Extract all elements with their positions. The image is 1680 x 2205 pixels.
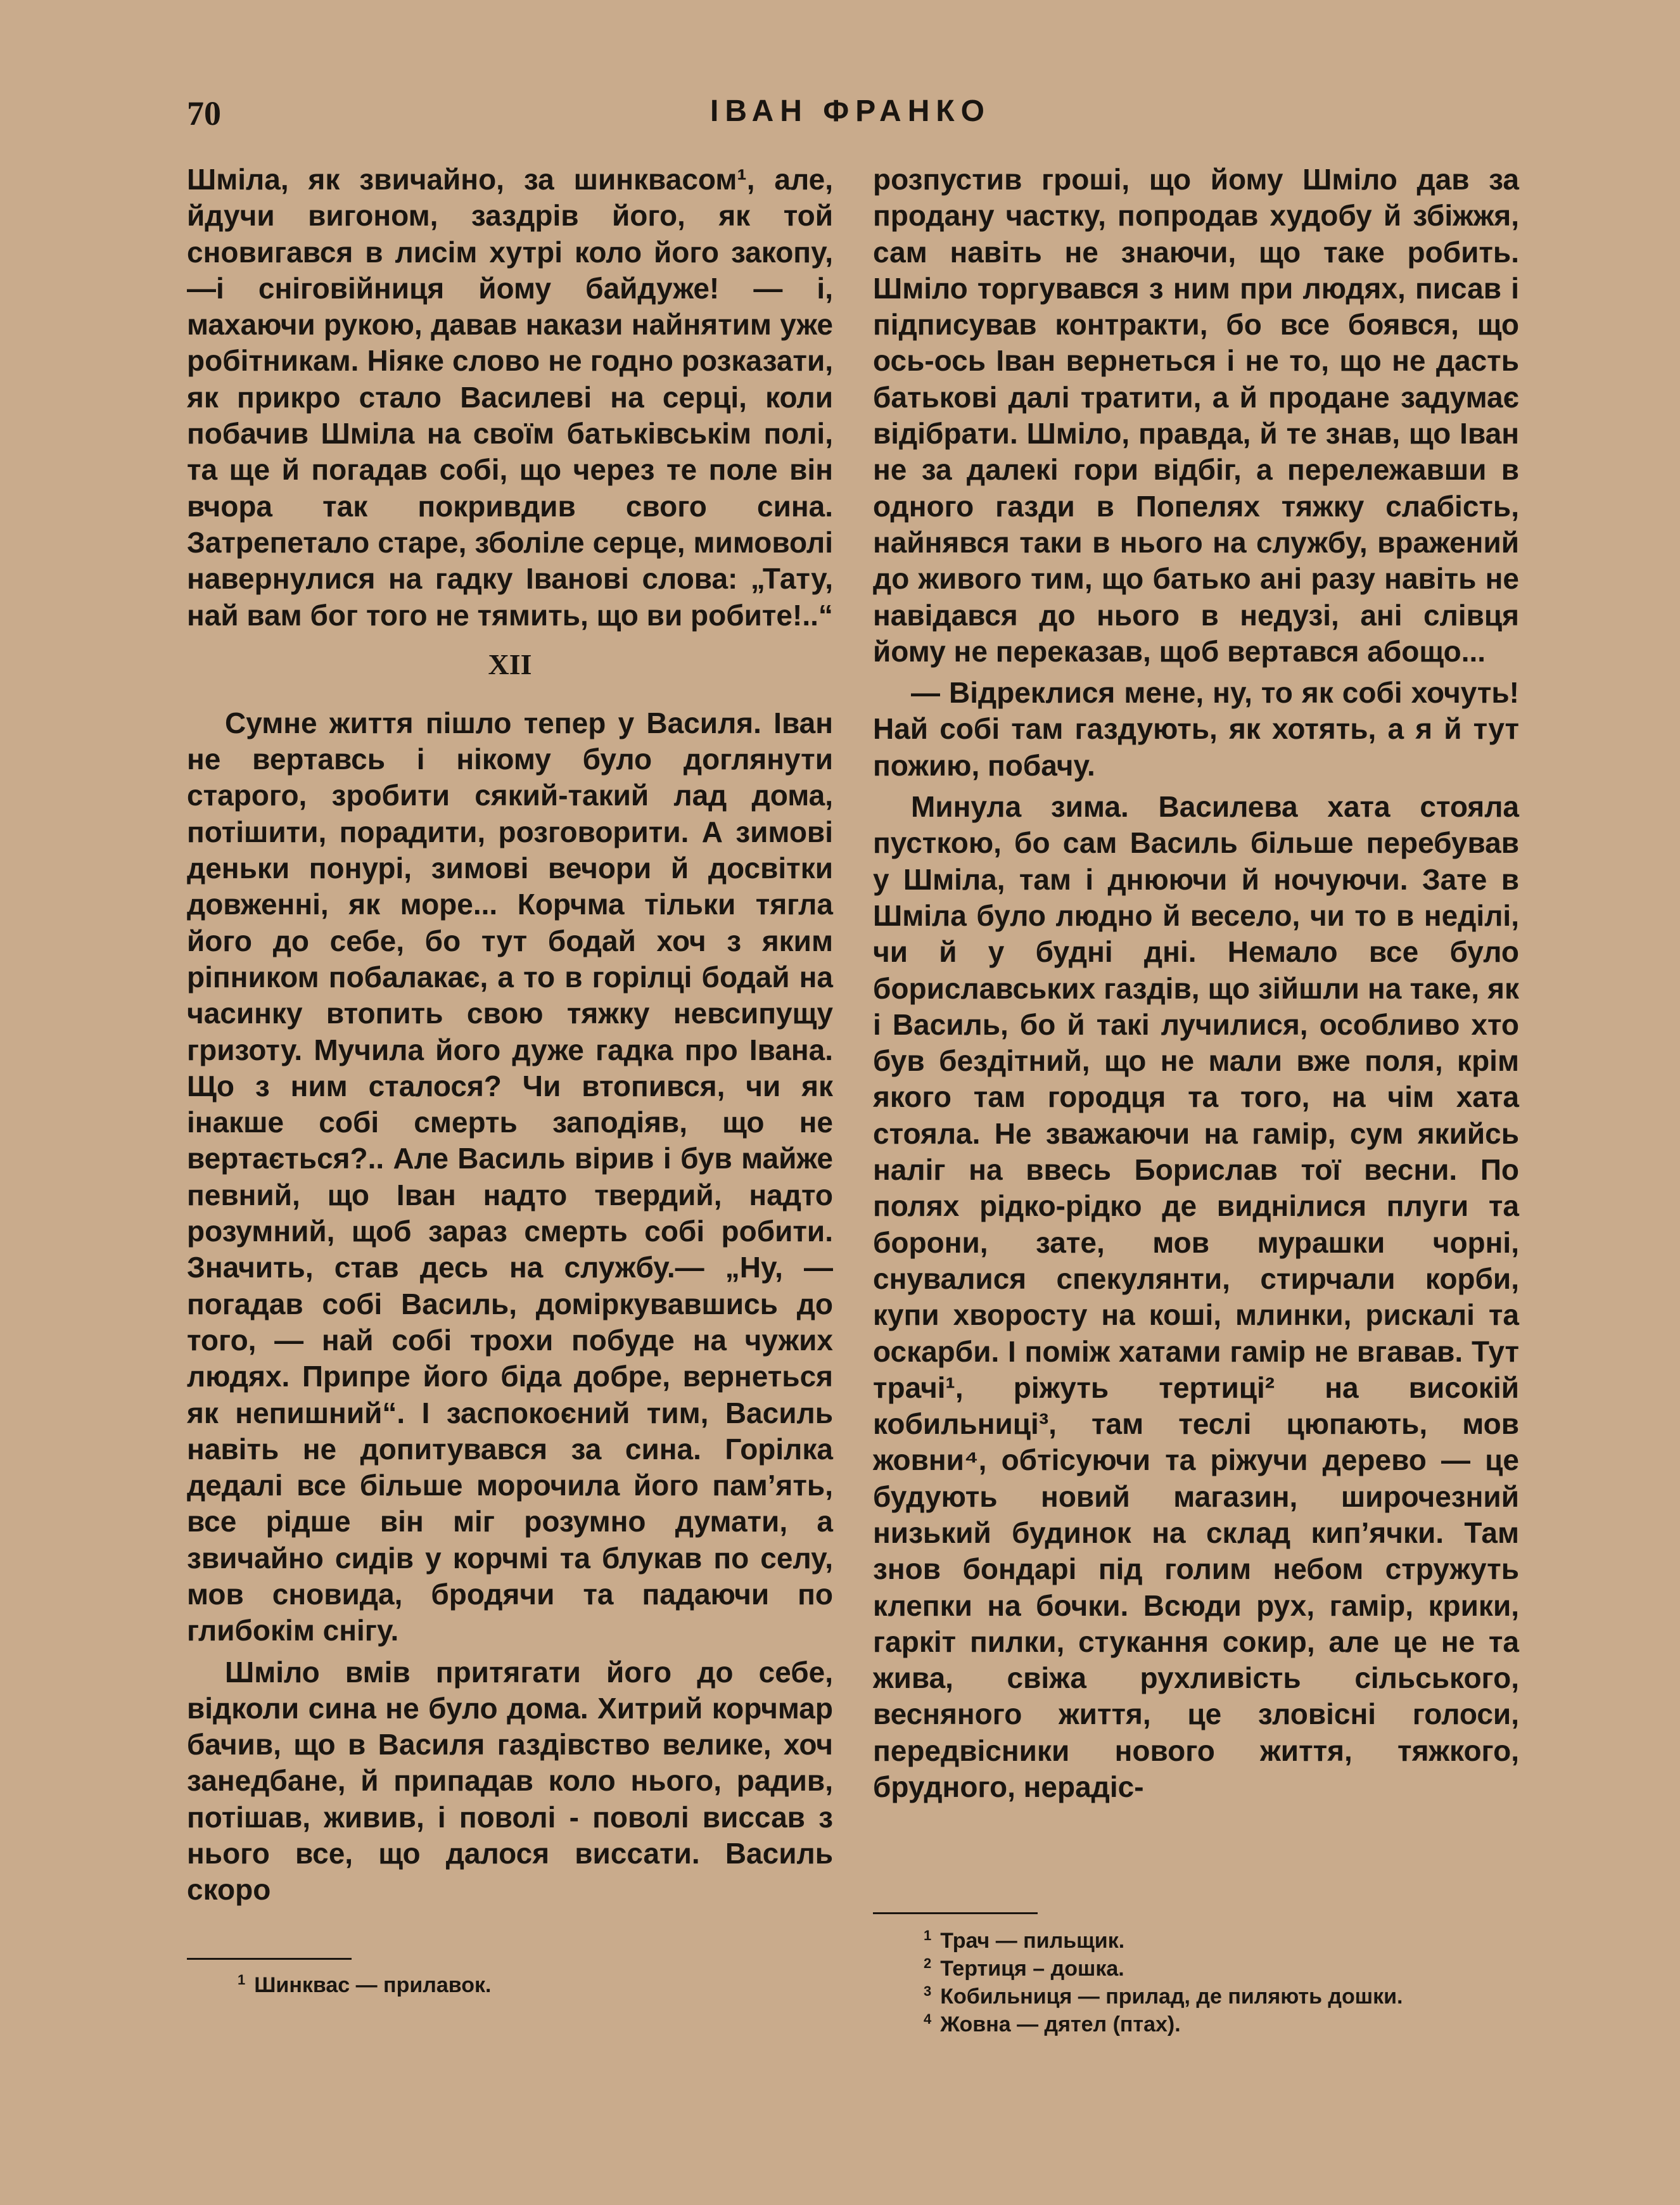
- running-title: ІВАН ФРАНКО: [710, 94, 991, 128]
- page-number: 70: [187, 94, 221, 132]
- left-column: [187, 162, 833, 1914]
- footnote-rule: [187, 1958, 352, 1960]
- right-column: [873, 162, 1519, 1810]
- footnote: $^4$ Жовна — дятел (птах).: [924, 2010, 1181, 2036]
- paragraph: Сумне життя пішло тепер у Василя. Іван не вертавсь і нікому було доглянути старого, зробити сякий-такий лад дома, потішити, порадити, розговорити. А зимові деньки понурі, зимові вечори й досвітки довженні, як море... Корчма тільки тягла його до себе, бо тут бодай хоч з яким ріпником побалакає, а то в горілці бодай на часинку втопить свою тяжку невсипущу гризоту. Мучила його дуже гадка про Івана. Що з ним сталося? Чи втопився, чи як інакше собі смерть заподіяв, що не вертається?.. Але Василь вірив і був майже певний, що Іван надто твердий, надто розумний, щоб зараз смерть собі робити. Значить, став десь на службу.— „Ну, — погадав собі Василь, доміркувавшись до того, — най собі трохи побуде на чужих людях. Припре його біда добре, вернеться як непишний“. І заспокоєний тим, Василь навіть не допитувався за сина. Горілка дедалі все більше морочила його пам’ять, все рідше він міг розумно думати, а звичайно сидів у корчмі та блукав по селу, мов сновида, бродячи та падаючи по глибокім снігу.: [187, 706, 833, 1647]
- footnotes-left: [187, 1958, 833, 1999]
- footnote: $^1$ Шинквас — прилавок.: [238, 1971, 492, 1997]
- page-header: [187, 94, 1514, 144]
- footnote: $^1$ Трач — пильщик.: [924, 1927, 1125, 1953]
- paragraph: Шміла, як звичайно, за шинквасом¹, але, йдучи вигоном, заздрів його, як той сновигався в лисім хутрі коло його закопу,—і сніговійниця йому байдуже! — і, махаючи рукою, давав накази найнятим уже робітникам. Ніяке слово не годно розказати, як прикро стало Василеві на серці, коли побачив Шміла на своїм батьківськім полі, та ще й погадав собі, що через те поле він вчора так покривдив свого сина. Затрепетало старе, зболіле серце, мимоволі навернулися на гадку Іванові слова: „Тату, най вам бог того не тямить, що ви робите!..“: [187, 163, 833, 632]
- footnote: $^3$ Кобильниця — прилад, де пиляють дошки.: [924, 1983, 1403, 2009]
- paragraph: Шміло вмів притягати його до себе, відколи сина не було дома. Хитрий корчмар бачив, що в Василя газдівство велике, хоч занедбане, й припадав коло нього, радив, потішав, живив, і поволі - поволі виссав з нього все, що далося виссати. Василь скоро: [187, 1655, 833, 1907]
- paragraph: — Відреклися мене, ну, то як собі хочуть! Най собі там газдують, як хотять, а я й тут пожию, побачу.: [873, 676, 1519, 782]
- paragraph: Минула зима. Василева хата стояла пусткою, бо сам Василь більше перебував у Шміла, там і днюючи й ночуючи. Зате в Шміла було людно й весело, чи то в неділі, чи й у будні дні. Немало все було бориславських газдів, що зійшли на таке, як і Василь, бо й такі лучилися, особливо хто був бездітний, що не мали вже поля, крім якого там городця та того, на чім хата стояла. Не зважаючи на гамір, сум якийсь наліг на ввесь Борислав тої весни. По полях рідко-рідко де виднілися плуги та борони, зате, мов мурашки чорні, снувалися спекулянти, стирчали корби, купи хворосту на коші, млинки, рискалі та оскарби. І поміж хатами гамір не вгавав. Тут трачі¹, ріжуть тертиці² на високій кобильниці³, там теслі цюпають, мов жовни⁴, обтісуючи та ріжучи дерево — це будують новий магазин, широчезний низький будинок на склад кип’ячки. Там знов бондарі під голим небом стружуть клепки на бочки. Всюди рух, гамір, крики, гаркіт пилки, стукання сокир, але це не та жива, свіжа рухливість сільського, весняного життя, це зловісні голоси, передвісники нового життя, тяжкого, брудного, нерадіс-: [873, 790, 1519, 1804]
- footnote-rule: [873, 1912, 1038, 1914]
- section-heading: XII: [488, 648, 532, 681]
- footnotes-right: [873, 1912, 1519, 2038]
- paragraph: розпустив гроші, що йому Шміло дав за продану частку, попродав худобу й збіжжя, сам навіть не знаючи, що таке робить. Шміло торгувався з ним при людях, писав і підписував контракти, бо все боявся, що ось-ось Іван вернеться і не то, що не дасть батькові далі тратити, а й продане задумає відібрати. Шміло, правда, й те знав, що Іван не за далекі гори відбіг, а перележавши в одного газди в Попелях тяжку слабість, найнявся таки в нього на службу, вражений до живого тим, що батько ані разу навіть не навідався до нього в недузі, ані слівця йому не переказав, щоб вертався абощо...: [873, 163, 1519, 668]
- footnote: $^2$ Тертиця – дошка.: [924, 1955, 1124, 1981]
